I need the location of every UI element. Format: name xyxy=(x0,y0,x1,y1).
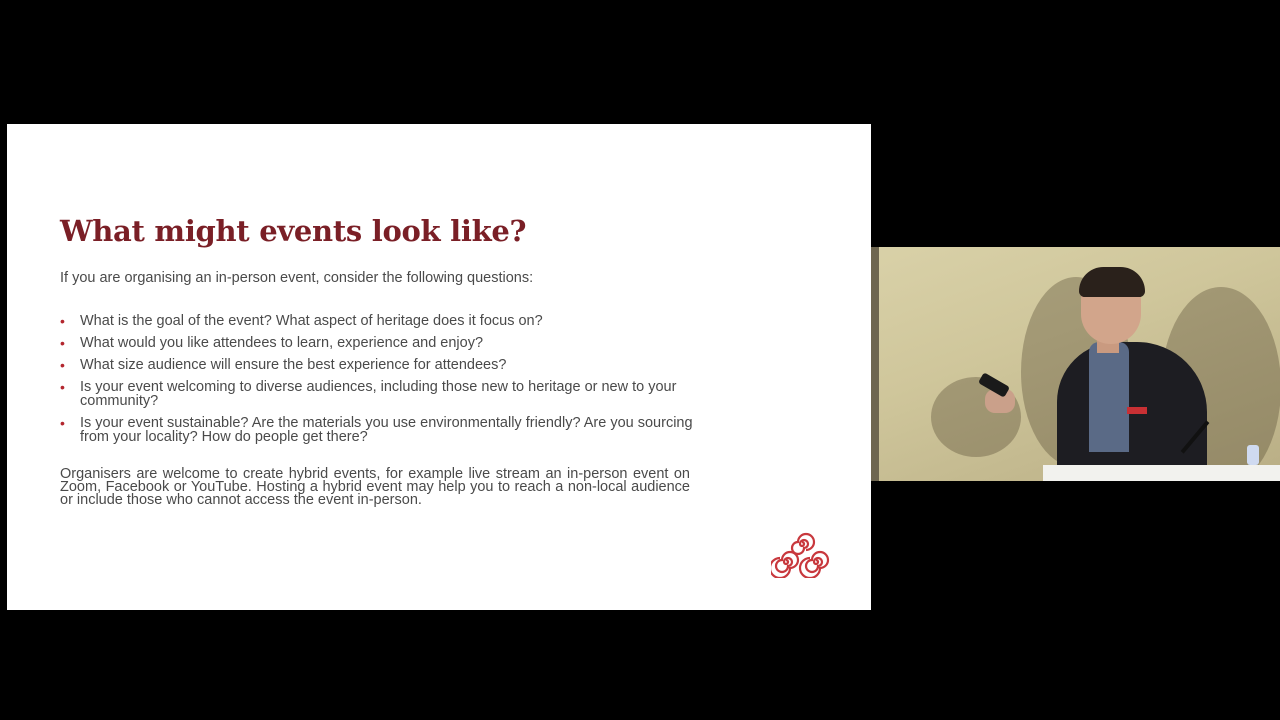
slide-title: What might events look like? xyxy=(60,214,527,248)
list-item xyxy=(60,314,700,328)
bullet-icon: • xyxy=(60,415,65,431)
speaker-video-feed xyxy=(871,247,1280,481)
triple-spiral-icon xyxy=(771,526,833,578)
question-list xyxy=(60,314,700,452)
list-item xyxy=(60,358,700,372)
speaker-hair xyxy=(1079,267,1145,297)
podium xyxy=(1043,465,1280,481)
slide-closing-paragraph: Organisers are welcome to create hybrid events, for example live stream an in-person event on Zoom, Facebook or YouTube. Hosting a hybrid event may help you to reach a non-local audience or include those who cannot access the event in-person. xyxy=(60,466,690,508)
list-item-text: What size audience will ensure the best experience for attendees? xyxy=(80,357,507,373)
bullet-icon: • xyxy=(60,313,65,329)
list-item-text: What is the goal of the event? What aspect of heritage does it focus on? xyxy=(80,313,543,329)
bullet-icon: • xyxy=(60,357,65,373)
bullet-icon: • xyxy=(60,335,65,351)
water-bottle xyxy=(1247,445,1259,465)
speaker-shirt xyxy=(1089,342,1129,452)
presentation-slide xyxy=(7,124,871,610)
list-item-text: Is your event welcoming to diverse audiences, including those new to heritage or new to your community? xyxy=(80,379,677,409)
name-badge xyxy=(1127,407,1147,414)
slide-intro: If you are organising an in-person event, consider the following questions: xyxy=(60,270,534,286)
wall-edge xyxy=(871,247,879,481)
bullet-icon: • xyxy=(60,379,65,395)
list-item xyxy=(60,416,700,444)
list-item-text: Is your event sustainable? Are the materials you use environmentally friendly? Are you sourcing from your locality? How do people get there? xyxy=(80,415,693,445)
list-item xyxy=(60,336,700,350)
list-item xyxy=(60,380,700,408)
list-item-text: What would you like attendees to learn, experience and enjoy? xyxy=(80,335,484,351)
